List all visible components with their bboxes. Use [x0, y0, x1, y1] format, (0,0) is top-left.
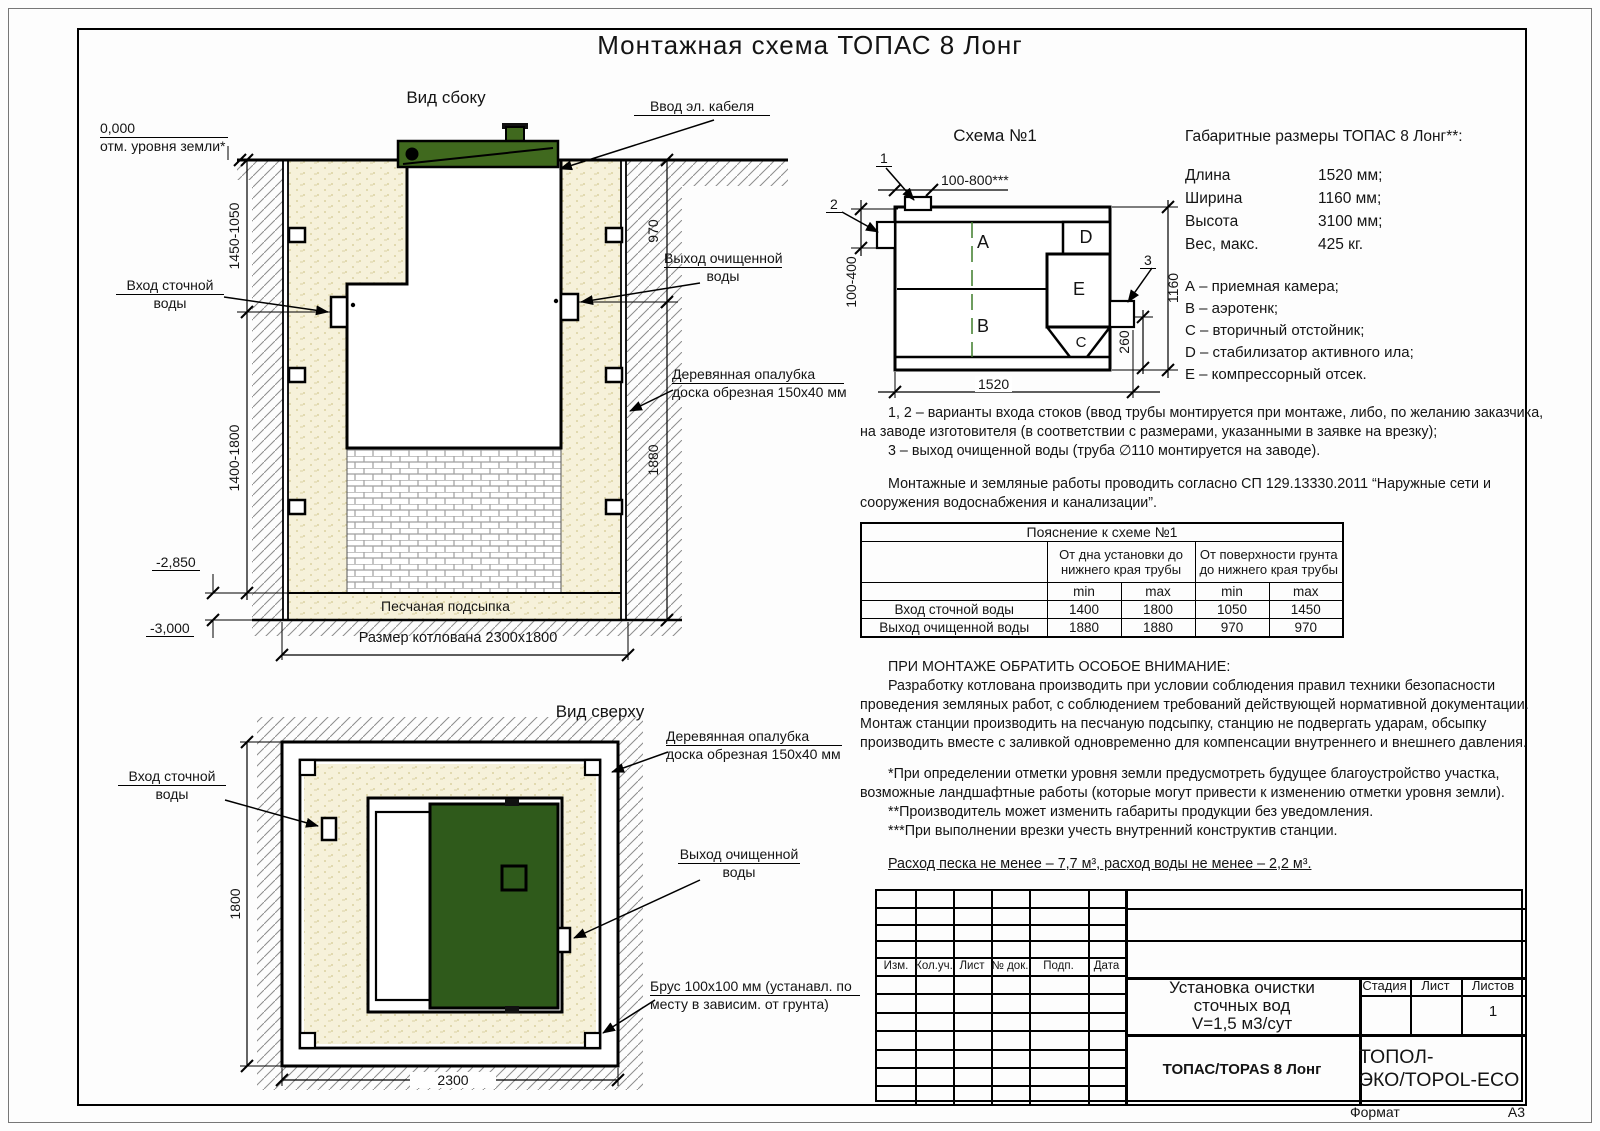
spec-row: Длина 1520 мм; — [1185, 167, 1383, 184]
dim-1800: 1800 — [227, 888, 243, 920]
format-value: А3 — [1507, 1104, 1525, 1120]
level-3000: -3,000 — [146, 620, 194, 637]
stamp-stage-label: Стадия — [1362, 978, 1407, 993]
spec-row: Ширина 1160 мм; — [1185, 190, 1382, 207]
explanation-table: Пояснение к схеме №1 От дна установки до нижнего края трубы От поверхности грунта до нижнего края трубы min max min max Вход сточной воды 1400 1800 1050 1450 Выход очищенной воды 1880 1880 970 970 — [860, 522, 1344, 638]
stamp-sheets-value: 1 — [1488, 1003, 1498, 1020]
pit-size-label: Размер котлована 2300х1800 — [358, 630, 558, 646]
compartment-e: Е — [1072, 279, 1085, 299]
title-block — [875, 889, 1523, 1102]
stamp-col-list: Лист — [959, 960, 985, 972]
beam-label: Брус 100х100 мм (устанавл. по месту в зависим. от грунта) — [650, 978, 860, 1013]
stamp-sheet-label: Лист — [1421, 978, 1450, 993]
format-note — [1350, 1104, 1525, 1120]
ground-level-mark: 0,000 отм. уровня земли* — [100, 120, 228, 155]
stamp-col-podp: Подп. — [1043, 960, 1074, 972]
schema-mark-3: 3 — [1140, 252, 1156, 269]
formwork-label-side: Деревянная опалубка доска обрезная 150х40 мм — [672, 366, 847, 400]
compartment-b: В — [976, 316, 989, 336]
compartment-d: D — [1079, 227, 1093, 247]
dim-1450-1050: 1450-1050 — [226, 202, 242, 270]
stamp-col-koluch: Кол.уч. — [915, 960, 953, 972]
stamp-product: ТОПАС/TOPAS 8 Лонг — [1162, 1060, 1322, 1078]
page-title: Монтажная схема ТОПАС 8 Лонг — [597, 30, 1023, 60]
inlet-label-side: Вход сточной воды — [116, 277, 224, 312]
dim-970: 970 — [645, 219, 661, 243]
schema-title: Схема №1 — [953, 126, 1037, 145]
stamp-company: ТОПОЛ-ЭКО/TOPOL-ECO — [1359, 1046, 1520, 1091]
formwork-label-top: Деревянная опалубка доска обрезная 150х40 мм — [666, 728, 841, 762]
schema-mark-1: 1 — [876, 150, 892, 167]
spec-row: Высота 3100 мм; — [1185, 213, 1383, 230]
format-label: Формат — [1350, 1104, 1400, 1120]
side-view-title: Вид сбоку — [406, 88, 486, 107]
schema-dim-top: 100-800*** — [941, 172, 1009, 188]
stamp-col-ndok: № док. — [991, 960, 1029, 972]
stamp-col-izm: Изм. — [883, 960, 909, 972]
compartment-a: А — [976, 232, 989, 252]
stamp-sheets-label: Листов — [1471, 978, 1515, 993]
schema-dim-1160: 1160 — [1165, 272, 1181, 304]
cable-entry-label: Ввод эл. кабеля — [634, 98, 770, 116]
outlet-label-side: Выход очищенной воды — [664, 250, 783, 284]
attention-block: ПРИ МОНТАЖЕ ОБРАТИТЬ ОСОБОЕ ВНИМАНИЕ: Разработку котлована производить при условии соблюдения правил техники безопасности проведения земляных работ, с соблюдением требований действующей нормативной документации. Монтаж станции производить на песчаную подсыпку, станцию не подвергать ударам, обсыпку производить вместе с заливкой одновременно для компенсации внутреннего и внешнего давления. *При определении отметки уровня земли предусмотреть будущее благоустройство участка, возможные ландшафтные работы (которые могут привести к изменению отметки уровня земли). **Производитель может изменить габариты продукции без уведомления. ***При выполнении врезки учесть внутренний конструктив станции. Расход песка не менее – 7,7 м³, расход воды не менее – 2,2 м³. — [860, 658, 1552, 874]
dim-2300: 2300 — [410, 1072, 496, 1088]
dim-1400-1800: 1400-1800 — [226, 424, 242, 492]
level-2850: -2,850 — [152, 554, 200, 571]
schema-mark-2: 2 — [826, 196, 842, 213]
schema-notes: 1, 2 – варианты входа стоков (ввод трубы монтируется при монтаже, либо, по желанию заказчика, на заводе изготовителя (в соответствии с размерами, указанными в заявке на врезку); 3 – выход очищенной воды (труба ∅110 монтируется на заводе). Монтажные и земляные работы проводить согласно СП 129.13330.2011 “Наружные сети и сооружения водоснабжения и канализации”. — [860, 405, 1544, 511]
table-title: Пояснение к схеме №1 — [861, 523, 1343, 542]
dimensions-spec-block — [1185, 128, 1535, 386]
schema-dim-1520: 1520 — [975, 376, 1012, 392]
inlet-label-top: Вход сточной воды — [118, 768, 226, 803]
table-row-name: Выход очищенной воды — [861, 619, 1047, 638]
outlet-label-top: Выход очищенной воды — [679, 846, 799, 880]
schema-dim-left: 100-400 — [843, 256, 859, 308]
sand-bedding-label: Песчаная подсыпка — [381, 598, 510, 614]
schema-dim-260: 260 — [1116, 330, 1132, 354]
spec-row: Вес, макс. 425 кг. — [1185, 236, 1364, 253]
table-row-name: Вход сточной воды — [861, 601, 1047, 619]
top-view-title: Вид сверху — [555, 702, 645, 721]
stamp-doc-title: Установка очистки сточных вод V=1,5 м3/сут — [1169, 977, 1315, 1033]
spec-heading: Габаритные размеры ТОПАС 8 Лонг**: — [1185, 128, 1463, 145]
compartment-legend: А – приемная камера; В – аэротенк; С – вторичный отстойник; D – стабилизатор активного ила; Е – компрессорный отсек. — [1185, 278, 1414, 383]
table-group2: От поверхности грунта до нижнего края трубы — [1195, 542, 1343, 583]
top-view-linework — [225, 717, 700, 1090]
dim-1880: 1880 — [645, 444, 661, 476]
attention-heading: ПРИ МОНТАЖЕ ОБРАТИТЬ ОСОБОЕ ВНИМАНИЕ: — [888, 659, 1231, 675]
stamp-col-data: Дата — [1093, 960, 1120, 972]
consumption-note: Расход песка не менее – 7,7 м³, расход воды не менее – 2,2 м³. — [888, 856, 1312, 872]
table-group1: От дна установки до нижнего края трубы — [1047, 542, 1195, 583]
compartment-c: С — [1075, 334, 1087, 351]
